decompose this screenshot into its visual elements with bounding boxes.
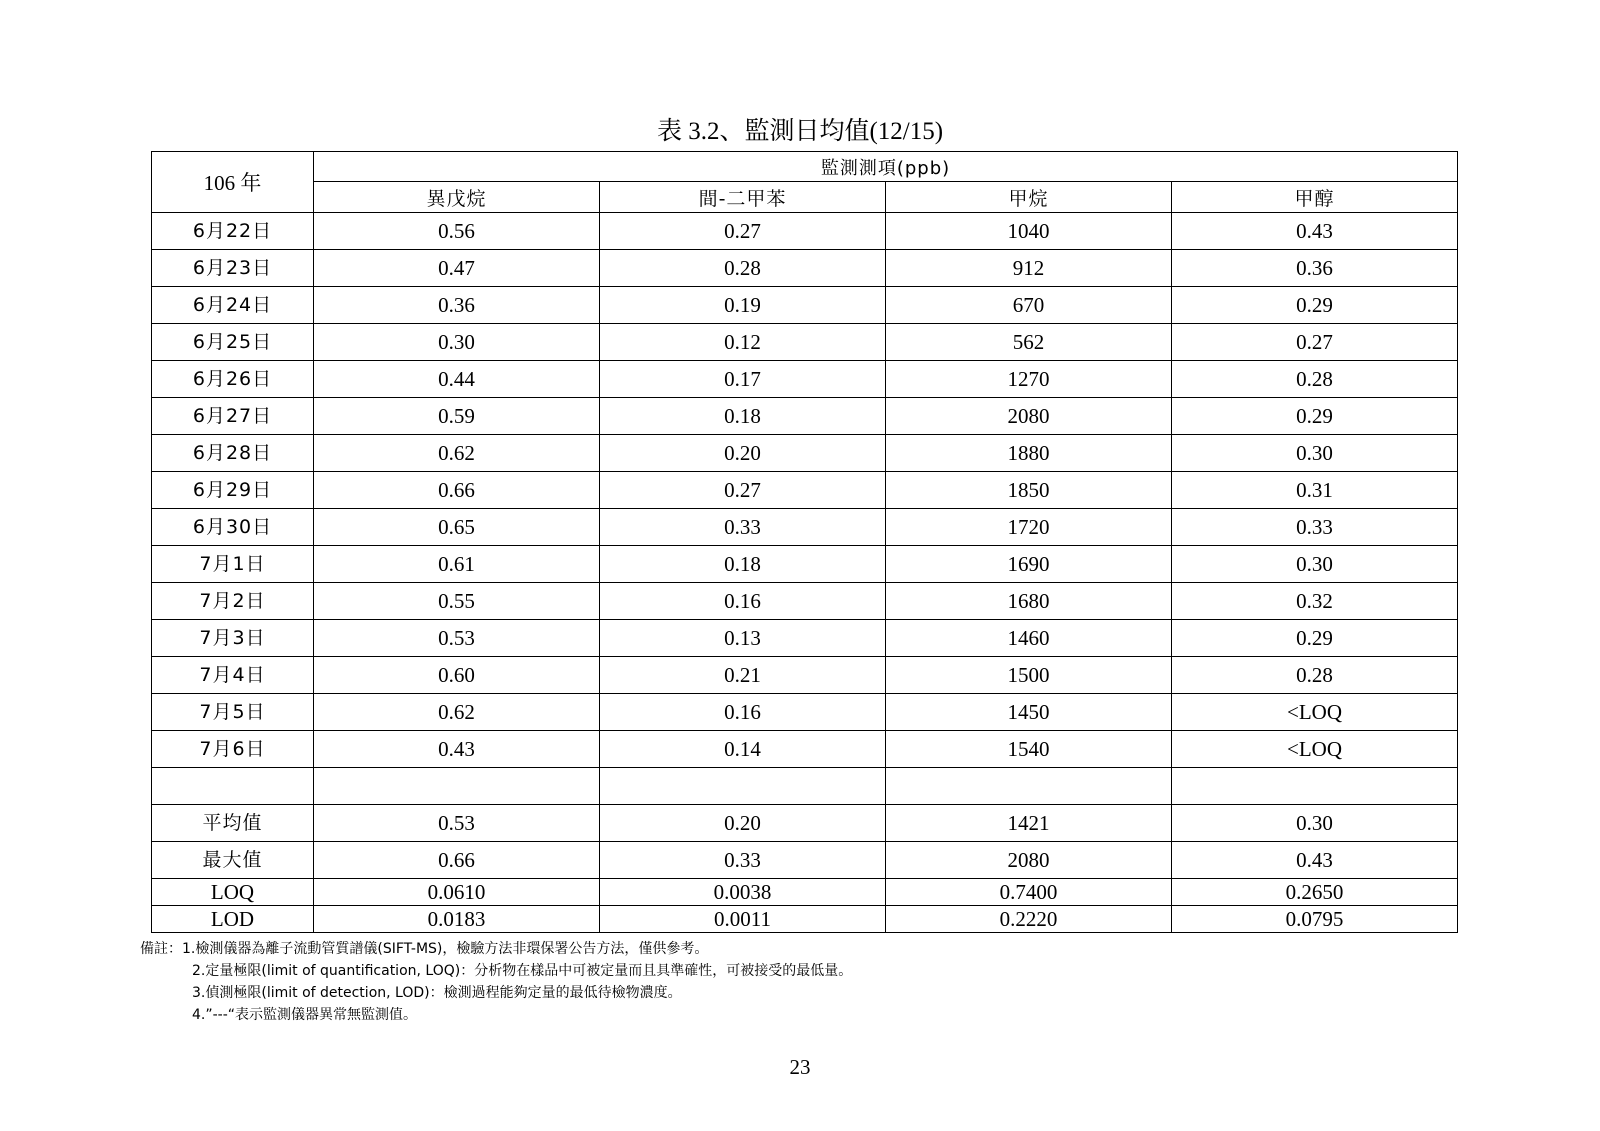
table-cell: 0.20 [600, 805, 886, 842]
table-cell: 1680 [886, 583, 1172, 620]
table-cell: 0.16 [600, 583, 886, 620]
table-row [152, 731, 1458, 768]
table-cell: 0.28 [600, 250, 886, 287]
table-cell [600, 768, 886, 805]
table-cell: 2080 [886, 842, 1172, 879]
table-cell: 0.29 [1172, 398, 1458, 435]
table-cell: 0.30 [1172, 805, 1458, 842]
table-cell: 1880 [886, 435, 1172, 472]
table-cell: 0.30 [1172, 546, 1458, 583]
row-label [152, 768, 314, 805]
table-cell: 0.21 [600, 657, 886, 694]
row-label: 7月4日 [152, 657, 314, 694]
note-item: 2.定量極限(limit of quantification, LOQ)：分析物在樣品中可被定量而且具準確性，可被接受的最低量。 [192, 963, 853, 979]
table-cell: 670 [886, 287, 1172, 324]
table-row [152, 546, 1458, 583]
group-header: 監測測項(ppb) [314, 152, 1458, 182]
note-line [140, 938, 852, 960]
table-cell: 0.60 [314, 657, 600, 694]
row-label: 6月30日 [152, 509, 314, 546]
table-row [152, 287, 1458, 324]
table-cell: 0.53 [314, 805, 600, 842]
row-label: 6月23日 [152, 250, 314, 287]
column-header: 甲烷 [886, 182, 1172, 213]
table-cell: <LOQ [1172, 731, 1458, 768]
table-cell: 0.66 [314, 842, 600, 879]
table-cell [1172, 768, 1458, 805]
table-cell: 0.32 [1172, 583, 1458, 620]
column-header: 異戊烷 [314, 182, 600, 213]
row-label: 7月2日 [152, 583, 314, 620]
note-prefix: 備註： [140, 941, 182, 957]
note-item: 4.”---“表示監測儀器異常無監測值。 [192, 1007, 418, 1023]
table-row [152, 583, 1458, 620]
table-cell: 1690 [886, 546, 1172, 583]
table-cell: 2080 [886, 398, 1172, 435]
table-cell [886, 768, 1172, 805]
table-cell: 0.33 [600, 509, 886, 546]
table-row [152, 842, 1458, 879]
table-cell: 0.53 [314, 620, 600, 657]
table-row [152, 768, 1458, 805]
table-cell: 0.27 [600, 472, 886, 509]
table-cell: 0.44 [314, 361, 600, 398]
table-cell: 0.30 [314, 324, 600, 361]
table-row [152, 657, 1458, 694]
row-label: 6月25日 [152, 324, 314, 361]
footnotes [140, 938, 852, 1026]
table-cell: 0.16 [600, 694, 886, 731]
table-cell: 1421 [886, 805, 1172, 842]
table-row [152, 694, 1458, 731]
table-cell: 1540 [886, 731, 1172, 768]
row-label: 7月6日 [152, 731, 314, 768]
note-line [140, 982, 852, 1004]
table-cell: 0.12 [600, 324, 886, 361]
table-row [152, 805, 1458, 842]
table-cell: 0.0038 [600, 879, 886, 906]
row-label: 6月29日 [152, 472, 314, 509]
table-cell: 0.31 [1172, 472, 1458, 509]
table-cell: 0.65 [314, 509, 600, 546]
table-row [152, 620, 1458, 657]
row-label: 6月22日 [152, 213, 314, 250]
table-cell: 0.43 [1172, 842, 1458, 879]
year-header: 106 年 [152, 152, 314, 213]
table-cell: 1270 [886, 361, 1172, 398]
row-label: 6月24日 [152, 287, 314, 324]
table-row [152, 435, 1458, 472]
daily-average-table [151, 151, 1458, 933]
note-item: 3.偵測極限(limit of detection, LOD)：檢測過程能夠定量的最低待檢物濃度。 [192, 985, 682, 1001]
table-cell: 0.13 [600, 620, 886, 657]
table-cell: 0.33 [1172, 509, 1458, 546]
row-label: LOD [152, 906, 314, 933]
table-cell: 1460 [886, 620, 1172, 657]
table-cell: 0.62 [314, 694, 600, 731]
table-body [152, 213, 1458, 933]
table-cell: 0.43 [314, 731, 600, 768]
table-cell: 0.20 [600, 435, 886, 472]
row-label: 6月28日 [152, 435, 314, 472]
table-row [152, 509, 1458, 546]
table-cell: 1850 [886, 472, 1172, 509]
row-label: 6月27日 [152, 398, 314, 435]
table-row [152, 906, 1458, 933]
table-cell: 0.61 [314, 546, 600, 583]
table-row [152, 213, 1458, 250]
table-cell: 0.66 [314, 472, 600, 509]
table-cell: 0.29 [1172, 620, 1458, 657]
table-row [152, 472, 1458, 509]
table-cell: 0.28 [1172, 657, 1458, 694]
table-cell: 0.43 [1172, 213, 1458, 250]
table-cell: 0.19 [600, 287, 886, 324]
table-cell: 0.2220 [886, 906, 1172, 933]
row-label: 7月3日 [152, 620, 314, 657]
table-cell: <LOQ [1172, 694, 1458, 731]
table-cell: 0.59 [314, 398, 600, 435]
table-cell [314, 768, 600, 805]
table-row [152, 361, 1458, 398]
table-cell: 0.0011 [600, 906, 886, 933]
note-item: 1.檢測儀器為離子流動管質譜儀(SIFT-MS)，檢驗方法非環保署公告方法，僅供參考。 [182, 941, 709, 957]
table-cell: 562 [886, 324, 1172, 361]
row-label: 7月1日 [152, 546, 314, 583]
table-cell: 912 [886, 250, 1172, 287]
table-cell: 0.62 [314, 435, 600, 472]
note-line [140, 960, 852, 982]
table-cell: 0.18 [600, 546, 886, 583]
table-cell: 1720 [886, 509, 1172, 546]
table-cell: 0.36 [1172, 250, 1458, 287]
table-cell: 0.33 [600, 842, 886, 879]
table-cell: 1040 [886, 213, 1172, 250]
table-cell: 0.2650 [1172, 879, 1458, 906]
table-cell: 0.14 [600, 731, 886, 768]
table-row [152, 398, 1458, 435]
table-cell: 0.36 [314, 287, 600, 324]
table-cell: 0.29 [1172, 287, 1458, 324]
table-cell: 0.0795 [1172, 906, 1458, 933]
table-cell: 0.7400 [886, 879, 1172, 906]
table-cell: 0.27 [600, 213, 886, 250]
table-cell: 1450 [886, 694, 1172, 731]
column-header: 甲醇 [1172, 182, 1458, 213]
table-cell: 0.17 [600, 361, 886, 398]
table-cell: 0.55 [314, 583, 600, 620]
table-cell: 0.28 [1172, 361, 1458, 398]
table-cell: 0.18 [600, 398, 886, 435]
row-label: 6月26日 [152, 361, 314, 398]
table-cell: 0.27 [1172, 324, 1458, 361]
note-line [140, 1004, 852, 1026]
row-label: LOQ [152, 879, 314, 906]
table-row [152, 324, 1458, 361]
table-cell: 0.56 [314, 213, 600, 250]
page-number: 23 [789, 1055, 811, 1079]
table-cell: 0.0183 [314, 906, 600, 933]
row-label: 最大值 [152, 842, 314, 879]
table-cell: 0.47 [314, 250, 600, 287]
table-row [152, 250, 1458, 287]
table-row [152, 879, 1458, 906]
column-header: 間-二甲苯 [600, 182, 886, 213]
row-label: 7月5日 [152, 694, 314, 731]
row-label: 平均值 [152, 805, 314, 842]
table-cell: 0.0610 [314, 879, 600, 906]
table-cell: 1500 [886, 657, 1172, 694]
table-cell: 0.30 [1172, 435, 1458, 472]
table-title: 表 3.2、監測日均值(12/15) [656, 118, 944, 145]
